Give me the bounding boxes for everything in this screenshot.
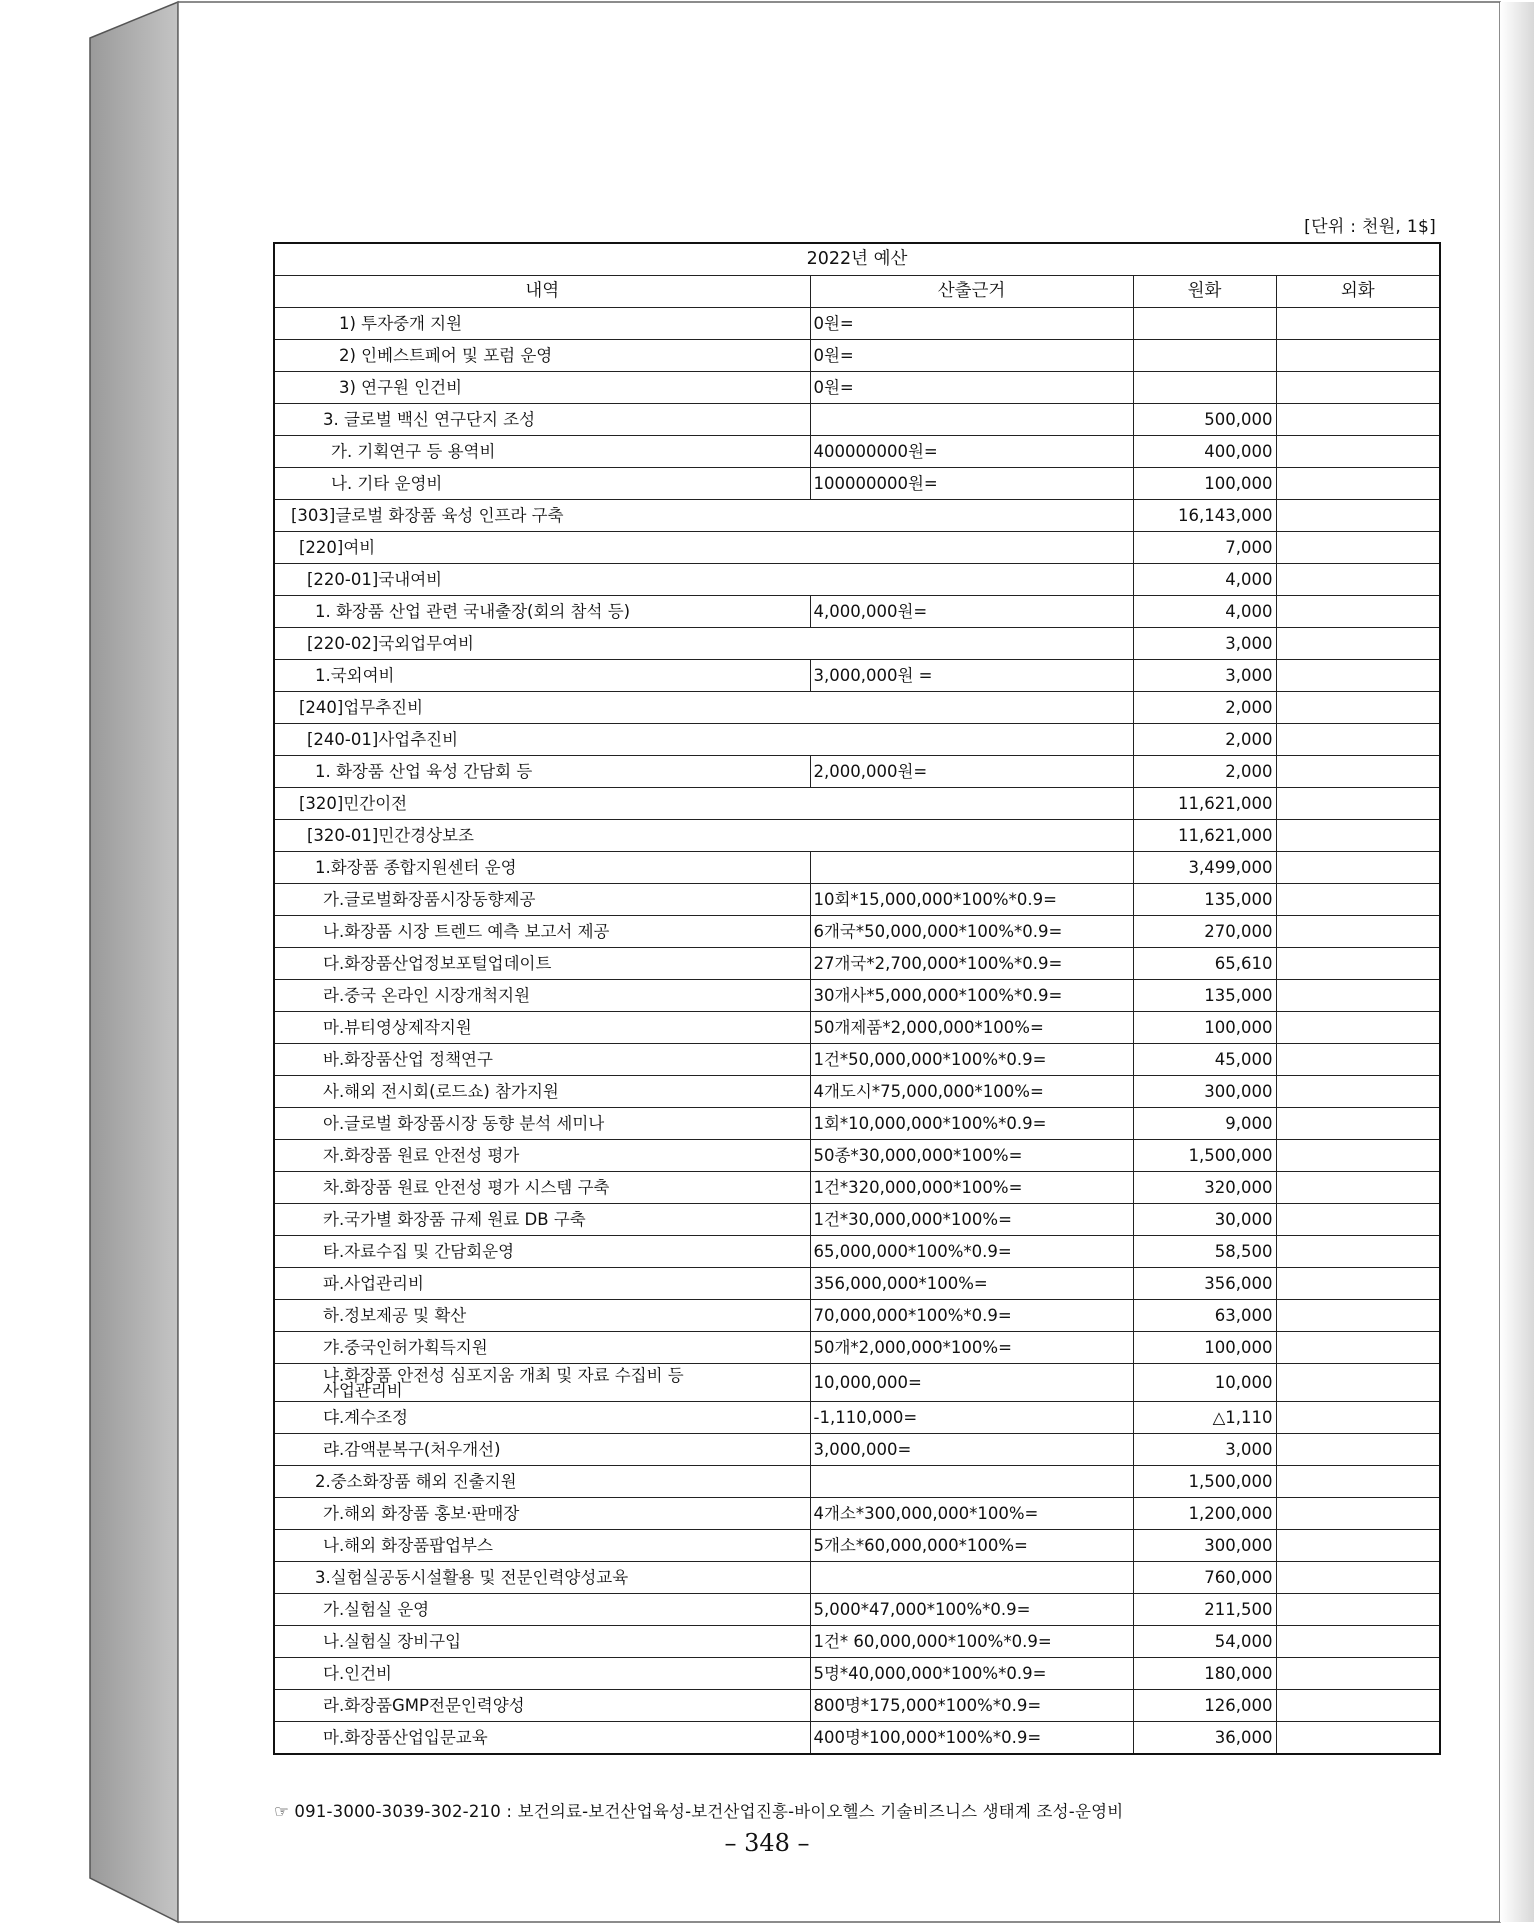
row-krw: 10,000 [1133, 1364, 1276, 1402]
row-basis: 6개국*50,000,000*100%*0.9= [810, 916, 1133, 948]
row-krw: 45,000 [1133, 1044, 1276, 1076]
row-basis: 4개소*300,000,000*100%= [810, 1498, 1133, 1530]
row-krw: 16,143,000 [1133, 500, 1276, 532]
row-item: 라.중국 온라인 시장개척지원 [274, 980, 810, 1012]
row-item: 1.국외여비 [274, 660, 810, 692]
row-foreign [1276, 1498, 1440, 1530]
row-foreign [1276, 1236, 1440, 1268]
row-krw: 7,000 [1133, 532, 1276, 564]
row-foreign [1276, 884, 1440, 916]
table-row [274, 532, 1440, 564]
row-item: [320-01]민간경상보조 [274, 820, 1133, 852]
row-item: 3) 연구원 인건비 [274, 372, 810, 404]
page-number: – 348 – [724, 1829, 810, 1857]
table-row [274, 436, 1440, 468]
row-basis: 1건*320,000,000*100%= [810, 1172, 1133, 1204]
row-basis: 1회*10,000,000*100%*0.9= [810, 1108, 1133, 1140]
row-krw: 3,000 [1133, 628, 1276, 660]
row-item: 파.사업관리비 [274, 1268, 810, 1300]
row-basis: 50종*30,000,000*100%= [810, 1140, 1133, 1172]
row-foreign [1276, 1140, 1440, 1172]
row-basis: 3,000,000= [810, 1434, 1133, 1466]
row-krw: 100,000 [1133, 468, 1276, 500]
table-row [274, 1364, 1440, 1402]
row-krw: 3,499,000 [1133, 852, 1276, 884]
row-foreign [1276, 564, 1440, 596]
row-basis: 30개사*5,000,000*100%*0.9= [810, 980, 1133, 1012]
row-krw: 760,000 [1133, 1562, 1276, 1594]
row-basis: 5개소*60,000,000*100%= [810, 1530, 1133, 1562]
row-krw: 100,000 [1133, 1012, 1276, 1044]
table-row [274, 468, 1440, 500]
row-basis: 100000000원= [810, 468, 1133, 500]
row-basis: 3,000,000원 = [810, 660, 1133, 692]
table-row [274, 1268, 1440, 1300]
row-foreign [1276, 1402, 1440, 1434]
row-foreign [1276, 692, 1440, 724]
row-item: 가.실험실 운영 [274, 1594, 810, 1626]
row-krw: 180,000 [1133, 1658, 1276, 1690]
row-item: 2.중소화장품 해외 진출지원 [274, 1466, 810, 1498]
row-foreign [1276, 1658, 1440, 1690]
table-body [274, 308, 1440, 1755]
row-item: 마.화장품산업입문교육 [274, 1722, 810, 1755]
row-foreign [1276, 1332, 1440, 1364]
row-krw [1133, 372, 1276, 404]
table-row [274, 1658, 1440, 1690]
row-krw: 126,000 [1133, 1690, 1276, 1722]
row-foreign [1276, 436, 1440, 468]
row-basis [810, 852, 1133, 884]
row-item: 자.화장품 원료 안전성 평가 [274, 1140, 810, 1172]
row-krw: 2,000 [1133, 756, 1276, 788]
row-krw: 3,000 [1133, 1434, 1276, 1466]
row-krw: 11,621,000 [1133, 820, 1276, 852]
table-row [274, 1236, 1440, 1268]
table-row [274, 1108, 1440, 1140]
row-krw [1133, 340, 1276, 372]
row-foreign [1276, 1466, 1440, 1498]
table-row [274, 564, 1440, 596]
row-foreign [1276, 404, 1440, 436]
row-basis: 4,000,000원= [810, 596, 1133, 628]
table-row [274, 1300, 1440, 1332]
row-foreign [1276, 788, 1440, 820]
row-item: 가. 기획연구 등 용역비 [274, 436, 810, 468]
row-foreign [1276, 1108, 1440, 1140]
table-row [274, 788, 1440, 820]
row-krw: 30,000 [1133, 1204, 1276, 1236]
table-row [274, 1044, 1440, 1076]
row-foreign [1276, 372, 1440, 404]
unit-label: [단위 : 천원, 1$] [1304, 217, 1436, 237]
row-foreign [1276, 500, 1440, 532]
row-krw: 100,000 [1133, 1332, 1276, 1364]
row-basis: 400명*100,000*100%*0.9= [810, 1722, 1133, 1755]
row-basis: 10회*15,000,000*100%*0.9= [810, 884, 1133, 916]
row-foreign [1276, 1364, 1440, 1402]
table-row [274, 500, 1440, 532]
row-basis [810, 404, 1133, 436]
row-basis: 5명*40,000,000*100%*0.9= [810, 1658, 1133, 1690]
row-item: 갸.중국인허가획득지원 [274, 1332, 810, 1364]
row-item: 카.국가별 화장품 규제 원료 DB 구축 [274, 1204, 810, 1236]
row-foreign [1276, 628, 1440, 660]
row-item: 나.해외 화장품팝업부스 [274, 1530, 810, 1562]
table-row [274, 852, 1440, 884]
row-foreign [1276, 1722, 1440, 1755]
row-item: 1) 투자중개 지원 [274, 308, 810, 340]
row-krw: 500,000 [1133, 404, 1276, 436]
table-row [274, 1722, 1440, 1755]
table-row [274, 308, 1440, 340]
row-item: 나. 기타 운영비 [274, 468, 810, 500]
row-item: 1. 화장품 산업 육성 간담회 등 [274, 756, 810, 788]
row-item: [240]업무추진비 [274, 692, 1133, 724]
row-krw: △1,110 [1133, 1402, 1276, 1434]
row-item: 1.화장품 종합지원센터 운영 [274, 852, 810, 884]
row-foreign [1276, 340, 1440, 372]
row-item: [220-02]국외업무여비 [274, 628, 1133, 660]
table-row [274, 1434, 1440, 1466]
row-krw: 2,000 [1133, 724, 1276, 756]
row-item: 다.화장품산업정보포털업데이트 [274, 948, 810, 980]
row-krw: 300,000 [1133, 1530, 1276, 1562]
row-item-line: 냐.화장품 안전성 심포지움 개최 및 자료 수집비 등 [323, 1365, 684, 1385]
row-item: 바.화장품산업 정책연구 [274, 1044, 810, 1076]
row-basis: 50개*2,000,000*100%= [810, 1332, 1133, 1364]
row-krw: 54,000 [1133, 1626, 1276, 1658]
row-basis: 400000000원= [810, 436, 1133, 468]
row-krw: 65,610 [1133, 948, 1276, 980]
table-row [274, 1562, 1440, 1594]
row-basis: 800명*175,000*100%*0.9= [810, 1690, 1133, 1722]
row-krw: 9,000 [1133, 1108, 1276, 1140]
table-row [274, 1402, 1440, 1434]
header-item: 내역 [274, 276, 810, 308]
row-item: [220-01]국내여비 [274, 564, 1133, 596]
table-row [274, 596, 1440, 628]
table-row [274, 820, 1440, 852]
row-foreign [1276, 1562, 1440, 1594]
row-foreign [1276, 468, 1440, 500]
table-row [274, 980, 1440, 1012]
row-item: 3. 글로벌 백신 연구단지 조성 [274, 404, 810, 436]
table-header-row [274, 276, 1440, 308]
table-row [274, 404, 1440, 436]
row-foreign [1276, 1268, 1440, 1300]
row-basis: 356,000,000*100%= [810, 1268, 1133, 1300]
table-row [274, 1626, 1440, 1658]
table-row [274, 1594, 1440, 1626]
table-title-row [274, 243, 1440, 276]
row-basis: 4개도시*75,000,000*100%= [810, 1076, 1133, 1108]
row-foreign [1276, 948, 1440, 980]
row-item: 타.자료수집 및 간담회운영 [274, 1236, 810, 1268]
row-item: 1. 화장품 산업 관련 국내출장(회의 참석 등) [274, 596, 810, 628]
row-basis: 1건*30,000,000*100%= [810, 1204, 1133, 1236]
row-krw: 300,000 [1133, 1076, 1276, 1108]
row-basis: 27개국*2,700,000*100%*0.9= [810, 948, 1133, 980]
table-row [274, 1332, 1440, 1364]
row-foreign [1276, 1044, 1440, 1076]
row-item: [240-01]사업추진비 [274, 724, 1133, 756]
row-krw: 211,500 [1133, 1594, 1276, 1626]
row-basis: 0원= [810, 372, 1133, 404]
table-row [274, 1466, 1440, 1498]
row-basis: 65,000,000*100%*0.9= [810, 1236, 1133, 1268]
row-item: [303]글로벌 화장품 육성 인프라 구축 [274, 500, 1133, 532]
row-item: 다.인건비 [274, 1658, 810, 1690]
row-basis: 50개제품*2,000,000*100%= [810, 1012, 1133, 1044]
row-foreign [1276, 308, 1440, 340]
table-row [274, 724, 1440, 756]
row-krw: 270,000 [1133, 916, 1276, 948]
row-foreign [1276, 1594, 1440, 1626]
table-row [274, 1530, 1440, 1562]
row-item: 3.실험실공동시설활용 및 전문인력양성교육 [274, 1562, 810, 1594]
table-row [274, 1204, 1440, 1236]
row-krw: 1,500,000 [1133, 1140, 1276, 1172]
footnote: ☞ 091-3000-3039-302-210 : 보건의료-보건산업육성-보건산업진흥-바이오헬스 기술비즈니스 생태계 조성-운영비 [274, 1802, 1124, 1821]
row-foreign [1276, 820, 1440, 852]
table-row [274, 1076, 1440, 1108]
table-row [274, 340, 1440, 372]
row-krw: 135,000 [1133, 980, 1276, 1012]
header-krw: 원화 [1133, 276, 1276, 308]
row-item: [320]민간이전 [274, 788, 1133, 820]
row-item: 사.해외 전시회(로드쇼) 참가지원 [274, 1076, 810, 1108]
row-item-line: 사업관리비 [323, 1380, 403, 1400]
table-row [274, 1690, 1440, 1722]
row-foreign [1276, 1300, 1440, 1332]
table-row [274, 916, 1440, 948]
row-foreign [1276, 724, 1440, 756]
row-krw: 4,000 [1133, 596, 1276, 628]
row-item: 가.해외 화장품 홍보·판매장 [274, 1498, 810, 1530]
table-title: 2022년 예산 [274, 243, 1440, 276]
row-basis: 0원= [810, 308, 1133, 340]
row-krw: 3,000 [1133, 660, 1276, 692]
row-item [274, 1364, 810, 1402]
row-krw: 1,500,000 [1133, 1466, 1276, 1498]
row-item: 댜.계수조정 [274, 1402, 810, 1434]
row-item: 라.화장품GMP전문인력양성 [274, 1690, 810, 1722]
row-basis: 1건* 60,000,000*100%*0.9= [810, 1626, 1133, 1658]
row-basis: 2,000,000원= [810, 756, 1133, 788]
row-krw: 4,000 [1133, 564, 1276, 596]
row-foreign [1276, 660, 1440, 692]
row-item: 가.글로벌화장품시장동향제공 [274, 884, 810, 916]
table-row [274, 660, 1440, 692]
row-basis: 70,000,000*100%*0.9= [810, 1300, 1133, 1332]
row-krw: 135,000 [1133, 884, 1276, 916]
row-krw: 400,000 [1133, 436, 1276, 468]
row-foreign [1276, 1204, 1440, 1236]
row-item: 2) 인베스트페어 및 포럼 운영 [274, 340, 810, 372]
row-krw: 320,000 [1133, 1172, 1276, 1204]
row-basis [810, 1466, 1133, 1498]
table-row [274, 692, 1440, 724]
row-item: 아.글로벌 화장품시장 동향 분석 세미나 [274, 1108, 810, 1140]
header-basis: 산출근거 [810, 276, 1133, 308]
row-krw [1133, 308, 1276, 340]
table-row [274, 1012, 1440, 1044]
row-item: 랴.감액분복구(처우개선) [274, 1434, 810, 1466]
row-foreign [1276, 1530, 1440, 1562]
row-krw: 36,000 [1133, 1722, 1276, 1755]
row-foreign [1276, 756, 1440, 788]
row-foreign [1276, 1434, 1440, 1466]
row-foreign [1276, 596, 1440, 628]
row-foreign [1276, 980, 1440, 1012]
table-row [274, 1172, 1440, 1204]
row-foreign [1276, 1172, 1440, 1204]
row-item: 마.뷰티영상제작지원 [274, 1012, 810, 1044]
row-basis: 5,000*47,000*100%*0.9= [810, 1594, 1133, 1626]
header-foreign: 외화 [1276, 276, 1440, 308]
row-krw: 1,200,000 [1133, 1498, 1276, 1530]
row-foreign [1276, 1076, 1440, 1108]
row-item: 차.화장품 원료 안전성 평가 시스템 구축 [274, 1172, 810, 1204]
table-row [274, 372, 1440, 404]
table-row [274, 948, 1440, 980]
row-basis: 10,000,000= [810, 1364, 1133, 1402]
row-basis: 1건*50,000,000*100%*0.9= [810, 1044, 1133, 1076]
row-foreign [1276, 916, 1440, 948]
row-krw: 356,000 [1133, 1268, 1276, 1300]
row-foreign [1276, 852, 1440, 884]
row-krw: 63,000 [1133, 1300, 1276, 1332]
table-row [274, 1498, 1440, 1530]
row-foreign [1276, 1690, 1440, 1722]
table-row [274, 756, 1440, 788]
budget-table [273, 242, 1441, 1755]
row-foreign [1276, 532, 1440, 564]
row-item: 나.실험실 장비구입 [274, 1626, 810, 1658]
row-foreign [1276, 1012, 1440, 1044]
row-basis: 0원= [810, 340, 1133, 372]
row-basis: -1,110,000= [810, 1402, 1133, 1434]
row-basis [810, 1562, 1133, 1594]
table-row [274, 884, 1440, 916]
row-foreign [1276, 1626, 1440, 1658]
row-item: [220]여비 [274, 532, 1133, 564]
row-item: 나.화장품 시장 트렌드 예측 보고서 제공 [274, 916, 810, 948]
row-item: 하.정보제공 및 확산 [274, 1300, 810, 1332]
table-row [274, 628, 1440, 660]
table-row [274, 1140, 1440, 1172]
row-krw: 11,621,000 [1133, 788, 1276, 820]
row-krw: 2,000 [1133, 692, 1276, 724]
row-krw: 58,500 [1133, 1236, 1276, 1268]
